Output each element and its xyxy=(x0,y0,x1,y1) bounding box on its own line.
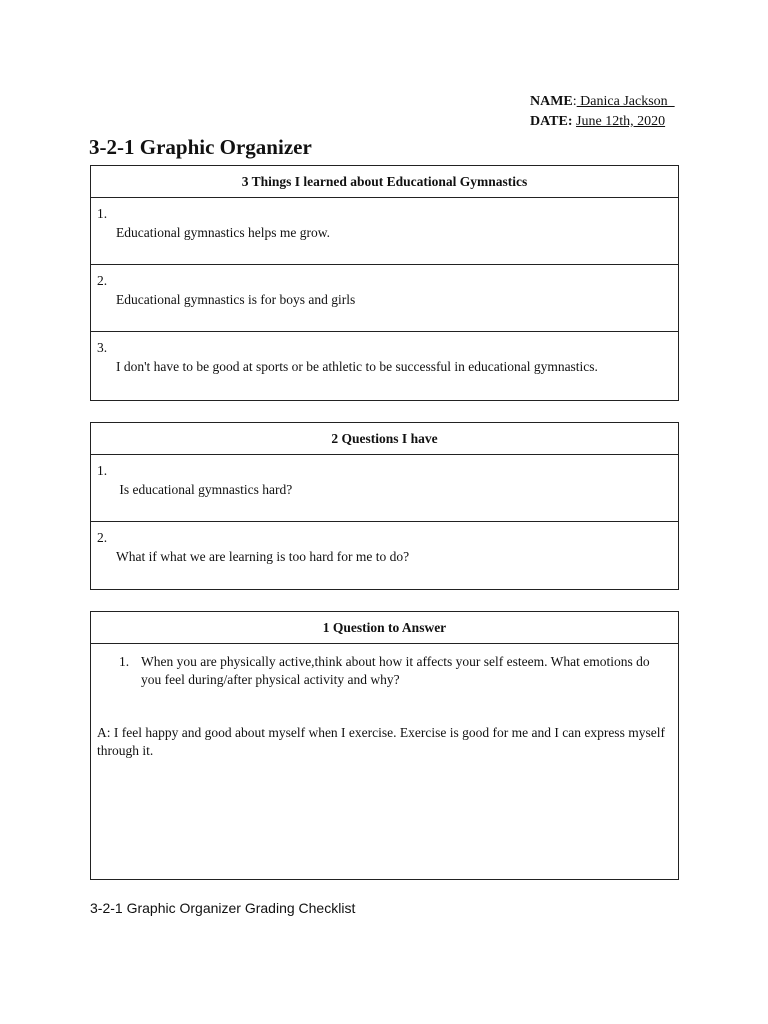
name-label: NAME xyxy=(530,94,573,109)
learned-item xyxy=(91,265,678,332)
learned-item-text: Educational gymnastics is for boys and girls xyxy=(116,292,356,307)
learned-item-number: 3. xyxy=(97,340,108,355)
question-item-number: 2. xyxy=(97,530,108,545)
questions-box xyxy=(90,422,679,590)
question-item xyxy=(91,455,678,522)
learned-item xyxy=(91,198,678,265)
prompt-question-number: 1. xyxy=(119,654,130,669)
questions-heading: 2 Questions I have xyxy=(91,423,678,455)
grading-checklist-heading: 3-2-1 Graphic Organizer Grading Checklist xyxy=(90,900,356,916)
question-item-number: 1. xyxy=(97,463,108,478)
learned-box xyxy=(90,165,679,401)
name-line xyxy=(530,94,675,110)
learned-item-number: 1. xyxy=(97,206,108,221)
learned-heading: 3 Things I learned about Educational Gymnastics xyxy=(91,166,678,198)
learned-item-number: 2. xyxy=(97,273,108,288)
learned-item xyxy=(91,332,678,399)
prompt-question-text: When you are physically active,think about how it affects your self esteem. What emotions do you feel during/after physical activity and why? xyxy=(141,654,650,687)
learned-item-text: I don't have to be good at sports or be athletic to be successful in educational gymnastics. xyxy=(116,359,598,374)
answer-text: A: I feel happy and good about myself when I exercise. Exercise is good for me and I can express myself through it. xyxy=(97,725,665,758)
date-label: DATE: xyxy=(530,114,573,129)
name-separator: : xyxy=(572,94,577,109)
question-item xyxy=(91,522,678,589)
answer-box-heading: 1 Question to Answer xyxy=(91,612,678,644)
question-item-text: Is educational gymnastics hard? xyxy=(116,482,293,497)
page-title: 3-2-1 Graphic Organizer xyxy=(89,135,312,159)
learned-item-text: Educational gymnastics helps me grow. xyxy=(116,225,330,240)
date-line xyxy=(530,114,665,130)
name-value: Danica Jackson xyxy=(576,94,675,109)
date-value: June 12th, 2020 xyxy=(576,114,666,129)
question-item-text: What if what we are learning is too hard for me to do? xyxy=(116,549,410,564)
answer-box xyxy=(90,611,679,880)
